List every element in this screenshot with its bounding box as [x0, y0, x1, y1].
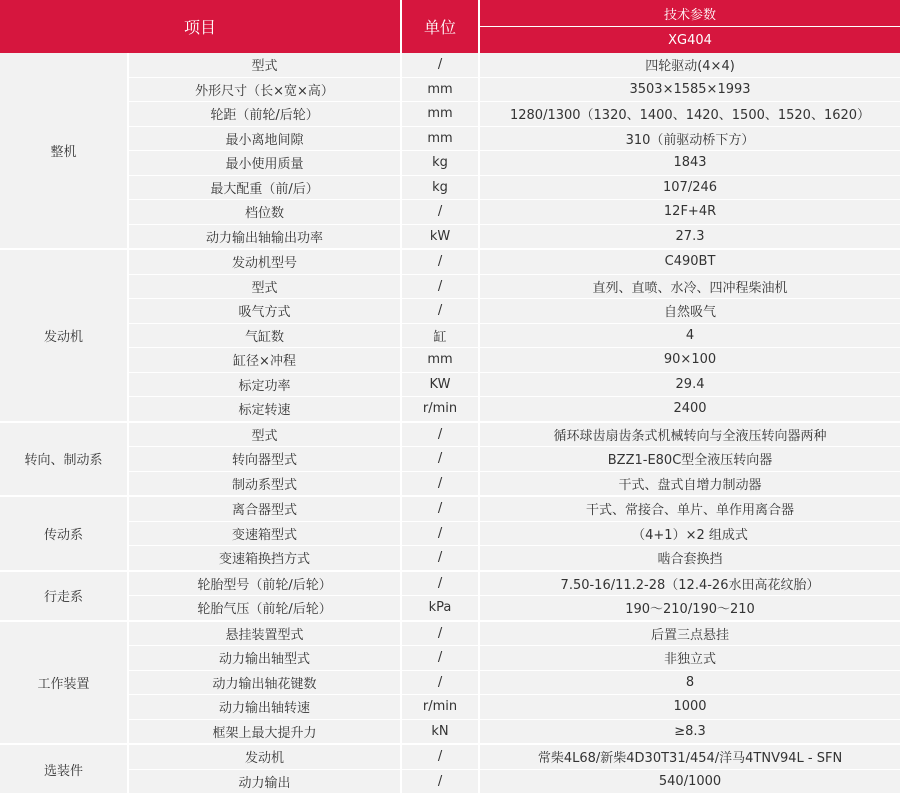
row-unit: / — [401, 744, 479, 769]
row-item: 动力输出轴型式 — [128, 646, 401, 671]
row-item: 型式 — [128, 53, 401, 77]
row-item: 气缸数 — [128, 323, 401, 348]
row-unit: / — [401, 274, 479, 299]
table-row — [0, 224, 900, 249]
table-row — [0, 200, 900, 225]
row-item: 轮胎气压（前轮/后轮） — [128, 596, 401, 621]
row-unit: / — [401, 249, 479, 274]
row-value: 常柴4L68/新柴4D30T31/454/洋马4TNV94L - SFN — [479, 744, 900, 769]
row-value: 2400 — [479, 397, 900, 422]
table-row — [0, 471, 900, 496]
table-row — [0, 53, 900, 77]
row-value: 啮合套换挡 — [479, 546, 900, 571]
row-unit: kN — [401, 719, 479, 744]
row-unit: kg — [401, 151, 479, 176]
row-item: 标定功率 — [128, 372, 401, 397]
row-item: 制动系型式 — [128, 471, 401, 496]
row-value: 1280/1300（1320、1400、1420、1500、1520、1620） — [479, 102, 900, 127]
row-unit: / — [401, 546, 479, 571]
row-value: 27.3 — [479, 224, 900, 249]
row-value: 7.50-16/11.2-28（12.4-26水田高花纹胎） — [479, 571, 900, 596]
row-item: 悬挂装置型式 — [128, 621, 401, 646]
row-unit: / — [401, 670, 479, 695]
table-row — [0, 102, 900, 127]
row-unit: / — [401, 200, 479, 225]
table-header — [0, 0, 900, 53]
table-row — [0, 323, 900, 348]
header-item: 项目 — [0, 0, 401, 53]
row-item: 发动机 — [128, 744, 401, 769]
row-unit: / — [401, 299, 479, 324]
row-unit: / — [401, 769, 479, 794]
row-value: 540/1000 — [479, 769, 900, 794]
table-row — [0, 769, 900, 794]
row-value: 310（前驱动桥下方） — [479, 126, 900, 151]
row-item: 动力输出轴花键数 — [128, 670, 401, 695]
table-body — [0, 53, 900, 794]
table-row — [0, 621, 900, 646]
row-unit: / — [401, 646, 479, 671]
table-row — [0, 744, 900, 769]
row-item: 框架上最大提升力 — [128, 719, 401, 744]
row-value: C490BT — [479, 249, 900, 274]
group-label: 传动系 — [0, 496, 128, 571]
row-value: 190～210/190～210 — [479, 596, 900, 621]
table-row — [0, 521, 900, 546]
group-label: 整机 — [0, 53, 128, 249]
row-unit: r/min — [401, 397, 479, 422]
row-value: 直列、直喷、水冷、四冲程柴油机 — [479, 274, 900, 299]
row-value: 90×100 — [479, 348, 900, 373]
header-unit: 单位 — [401, 0, 479, 53]
row-unit: mm — [401, 348, 479, 373]
row-unit: / — [401, 447, 479, 472]
table-row — [0, 274, 900, 299]
row-item: 最大配重（前/后） — [128, 175, 401, 200]
row-unit: / — [401, 422, 479, 447]
row-value: 后置三点悬挂 — [479, 621, 900, 646]
row-value: ≥8.3 — [479, 719, 900, 744]
row-value: 干式、盘式自增力制动器 — [479, 471, 900, 496]
group-label: 行走系 — [0, 571, 128, 621]
table-row — [0, 151, 900, 176]
header-params: 技术参数 — [479, 0, 900, 27]
row-value: 自然吸气 — [479, 299, 900, 324]
row-unit: kW — [401, 224, 479, 249]
row-value: 干式、常接合、单片、单作用离合器 — [479, 496, 900, 521]
row-item: 动力输出 — [128, 769, 401, 794]
header-model: XG404 — [479, 27, 900, 54]
table-row — [0, 249, 900, 274]
row-unit: KW — [401, 372, 479, 397]
table-row — [0, 571, 900, 596]
row-item: 离合器型式 — [128, 496, 401, 521]
table-row — [0, 670, 900, 695]
row-unit: mm — [401, 126, 479, 151]
row-unit: 缸 — [401, 323, 479, 348]
row-item: 轮距（前轮/后轮） — [128, 102, 401, 127]
row-item: 最小离地间隙 — [128, 126, 401, 151]
row-value: 4 — [479, 323, 900, 348]
row-value: 1000 — [479, 695, 900, 720]
row-unit: mm — [401, 102, 479, 127]
row-unit: / — [401, 571, 479, 596]
row-item: 转向器型式 — [128, 447, 401, 472]
row-unit: / — [401, 53, 479, 77]
table-row — [0, 397, 900, 422]
row-value: 非独立式 — [479, 646, 900, 671]
row-item: 变速箱换挡方式 — [128, 546, 401, 571]
row-item: 最小使用质量 — [128, 151, 401, 176]
table-row — [0, 646, 900, 671]
row-value: （4+1）×2 组成式 — [479, 521, 900, 546]
table-row — [0, 422, 900, 447]
group-label: 工作装置 — [0, 621, 128, 745]
row-item: 动力输出轴转速 — [128, 695, 401, 720]
table-row — [0, 77, 900, 102]
table-row — [0, 126, 900, 151]
row-item: 发动机型号 — [128, 249, 401, 274]
row-item: 动力输出轴输出功率 — [128, 224, 401, 249]
row-item: 吸气方式 — [128, 299, 401, 324]
row-item: 轮胎型号（前轮/后轮） — [128, 571, 401, 596]
row-unit: kPa — [401, 596, 479, 621]
row-value: 12F+4R — [479, 200, 900, 225]
row-value: 8 — [479, 670, 900, 695]
row-item: 型式 — [128, 422, 401, 447]
row-unit: / — [401, 621, 479, 646]
row-value: 1843 — [479, 151, 900, 176]
table-row — [0, 719, 900, 744]
row-item: 外形尺寸（长×宽×高） — [128, 77, 401, 102]
row-unit: mm — [401, 77, 479, 102]
group-label: 选装件 — [0, 744, 128, 794]
row-value: 循环球齿扇齿条式机械转向与全液压转向器两种 — [479, 422, 900, 447]
row-unit: kg — [401, 175, 479, 200]
table-row — [0, 372, 900, 397]
row-item: 变速箱型式 — [128, 521, 401, 546]
table-row — [0, 496, 900, 521]
table-row — [0, 299, 900, 324]
table-row — [0, 596, 900, 621]
row-item: 型式 — [128, 274, 401, 299]
row-unit: r/min — [401, 695, 479, 720]
row-item: 标定转速 — [128, 397, 401, 422]
group-label: 转向、制动系 — [0, 422, 128, 497]
table-row — [0, 447, 900, 472]
row-item: 缸径×冲程 — [128, 348, 401, 373]
row-value: 107/246 — [479, 175, 900, 200]
table-row — [0, 695, 900, 720]
table-row — [0, 348, 900, 373]
row-value: BZZ1-E80C型全液压转向器 — [479, 447, 900, 472]
row-unit: / — [401, 521, 479, 546]
row-item: 档位数 — [128, 200, 401, 225]
row-value: 四轮驱动(4×4) — [479, 53, 900, 77]
group-label: 发动机 — [0, 249, 128, 422]
row-unit: / — [401, 471, 479, 496]
row-unit: / — [401, 496, 479, 521]
row-value: 29.4 — [479, 372, 900, 397]
row-value: 3503×1585×1993 — [479, 77, 900, 102]
table-row — [0, 546, 900, 571]
table-row — [0, 175, 900, 200]
